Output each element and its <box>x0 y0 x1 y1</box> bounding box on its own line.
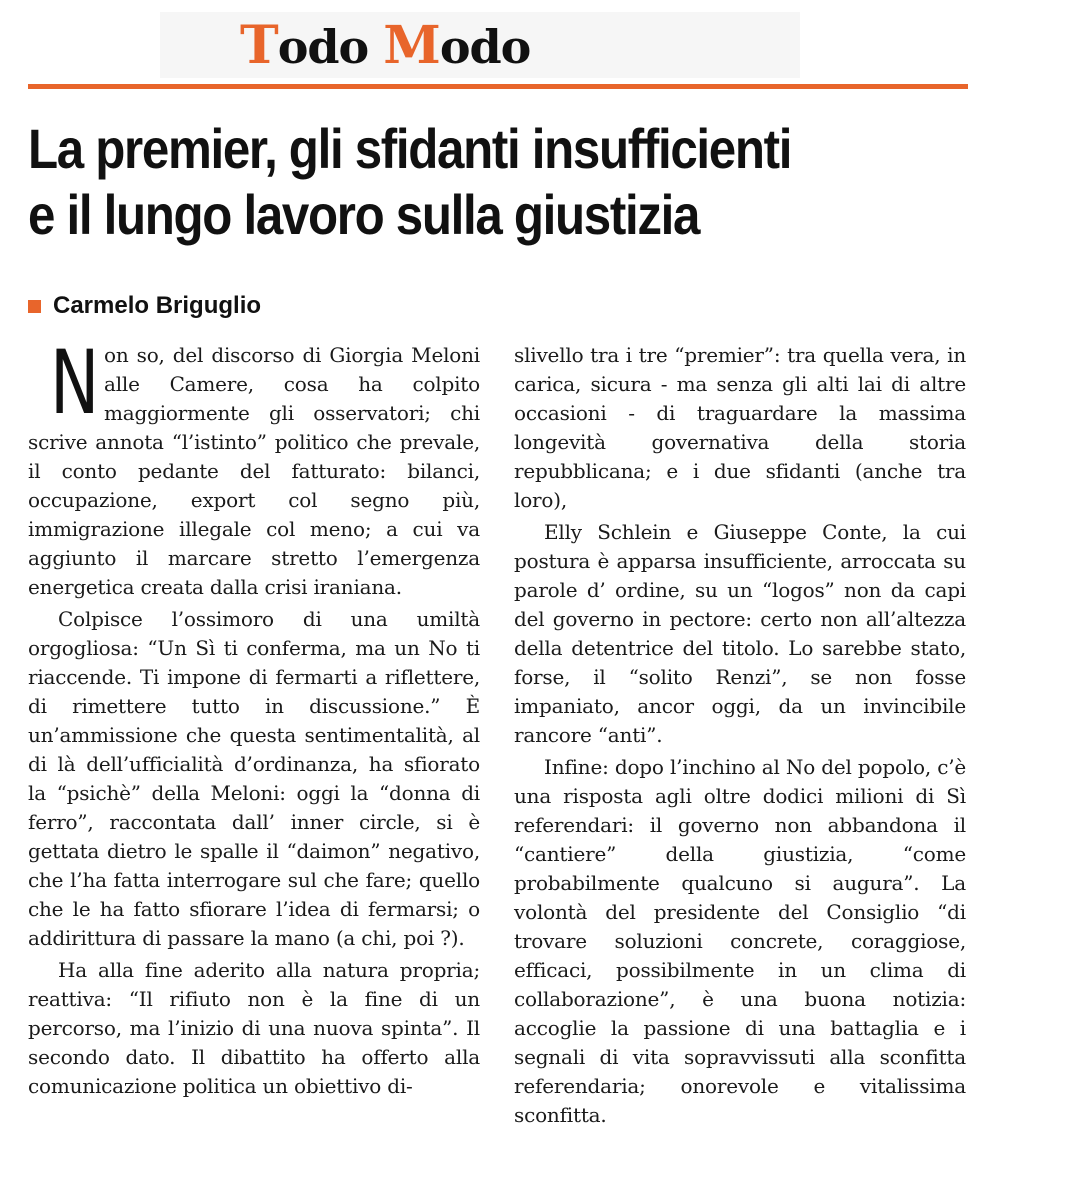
article-paragraph: Elly Schlein e Giuseppe Conte, la cui postura è apparsa insufficiente, arroccata su parole d’ ordine, su un “logos” non da capi del governo in pectore: certo non all’altezza della detentrice del titolo. Lo sarebbe stato, forse, il “solito Renzi”, se non fosse impaniato, ancor oggi, da un invincibile rancore “anti”. <box>514 520 966 747</box>
section-title-text: odo <box>277 20 384 74</box>
headline-line-1: La premier, gli sfidanti insufficienti <box>28 117 792 180</box>
section-title-initial: M <box>383 15 440 76</box>
section-title-text: odo <box>439 20 531 74</box>
article-paragraph: Colpisce l’ossimoro di una umiltà orgogliosa: “Un Sì ti conferma, ma un No ti riaccende. Ti impone di fermarti a riflettere, di rimettere tutto in discussione.” È un’ammissione che questa sentimentalità, al di là dell’ufficialità d’ordinanza, ha sfiorato la “psichè” della Meloni: oggi la “donna di ferro”, raccontata dall’ inner circle, si è gettata dietro le spalle il “daimon” negativo, che l’ha fatta interrogare sul che fare; quello che le ha fatto sfiorare l’idea di fermarsi; o addirittura di passare la mano (a chi, poi ?). <box>28 607 480 950</box>
headline-line-2: e il lungo lavoro sulla giustizia <box>28 183 700 246</box>
byline-author: Carmelo Briguglio <box>53 292 262 319</box>
article-paragraph: Infine: dopo l’inchino al No del popolo, c’è una risposta agli oltre dodici milioni di Sì referendari: il governo non abbandona il “cantiere” della giustizia, “come probabilmente qualcuno si augura”. La volontà del presidente del Consiglio “di trovare soluzioni concrete, coraggiose, efficaci, possibilmente in un clima di collaborazione”, è una buona notizia: accoglie la passione di una battaglia e i segnali di vita sopravvissuti alla sconfitta referendaria; onorevole e vitalissima sconfitta. <box>514 755 966 1127</box>
article-paragraph: slivello tra i tre “premier”: tra quella vera, in carica, sicura - ma senza gli alti lai di altre occasioni - di traguardare la massima longevità governativa della storia repubblicana; e i due sfidanti (anche tra loro), <box>514 343 966 512</box>
byline <box>28 292 261 320</box>
section-title-initial: T <box>240 15 278 76</box>
drop-cap: N <box>50 331 100 434</box>
section-title <box>240 16 530 77</box>
article-column-right <box>514 341 966 1130</box>
headline <box>28 116 908 248</box>
byline-square-icon <box>28 300 41 313</box>
article-paragraph <box>28 331 480 602</box>
article-column-left <box>28 331 480 1101</box>
section-rule <box>28 84 968 89</box>
paragraph-text: on so, del discorso di Giorgia Meloni alle Camere, cosa ha colpito maggiormente gli osservatori; chi scrive annota “l’istinto” politico che prevale, il conto pedante del fatturato: bilanci, occupazione, export col segno più, immigrazione illegale col meno; a cui va aggiunto il marcare stretto l’emergenza energetica creata dalla crisi iraniana. <box>28 343 480 599</box>
article-paragraph: Ha alla fine aderito alla natura propria; reattiva: “Il rifiuto non è la fine di un percorso, ma l’inizio di una nuova spinta”. Il secondo dato. Il dibattito ha offerto alla comunicazione politica un obiettivo di- <box>28 958 480 1098</box>
